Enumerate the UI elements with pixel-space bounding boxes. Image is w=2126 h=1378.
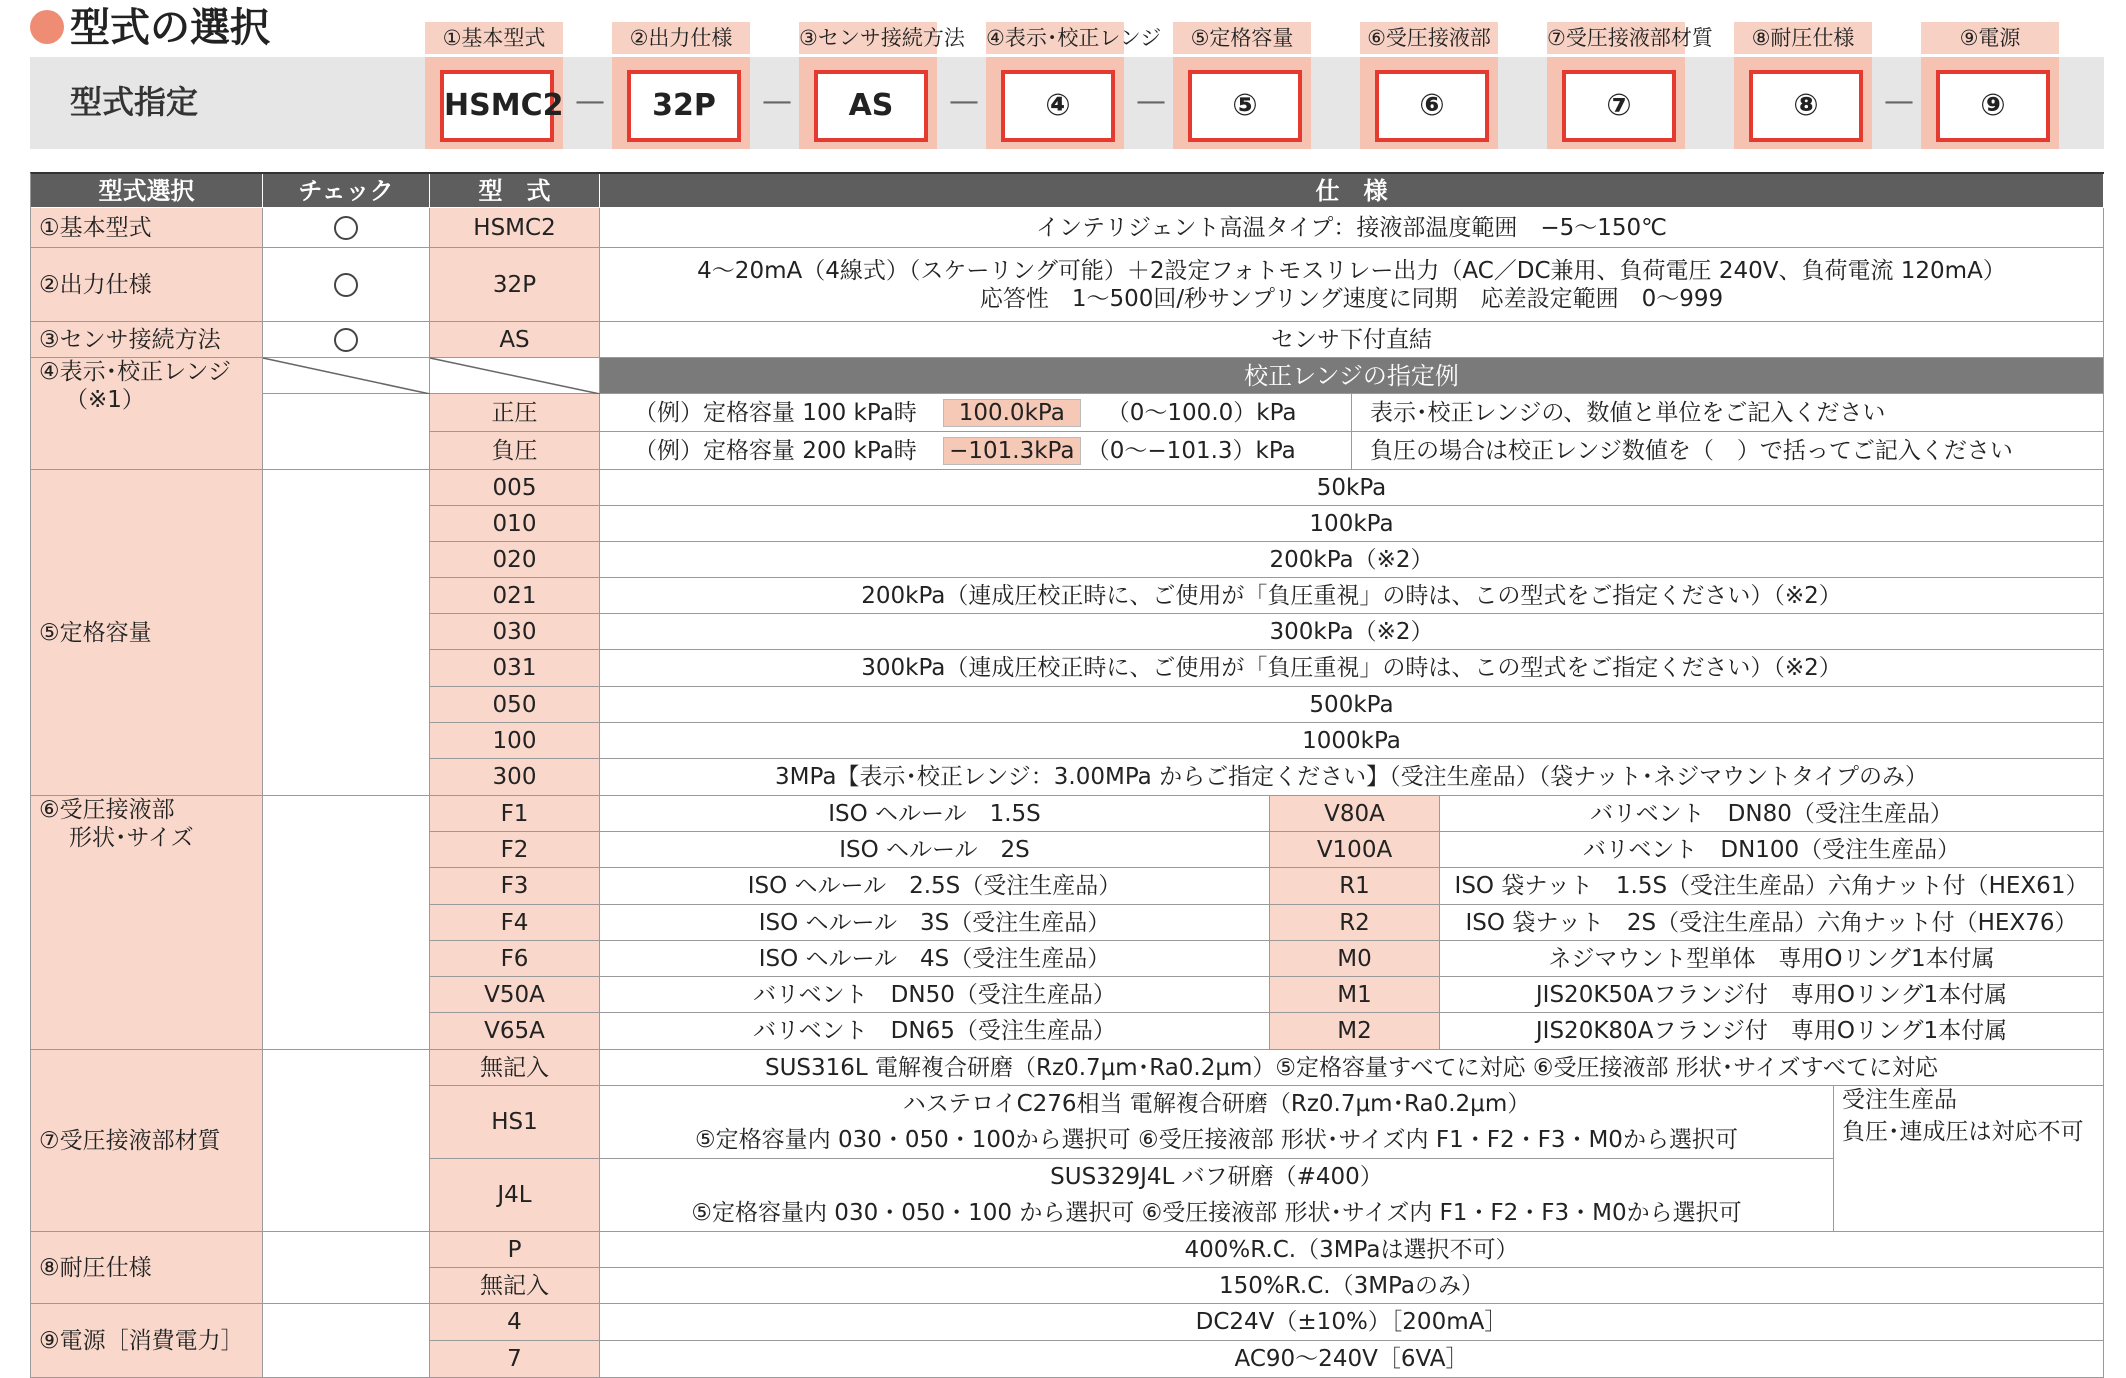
model-code: 負圧 [430, 432, 600, 470]
model-code: M1 [1270, 977, 1440, 1013]
spec-text: SUS329J4L バフ研磨（#400） ⑤定格容量内 030・050・100 から選択可 ⑥受圧接液部 形状･サイズ内 F1・F2・F3・M0から選択可 [600, 1159, 1834, 1232]
spec-text: JIS20K80Aフランジ付 専用Oリング1本付属 [1440, 1013, 2104, 1050]
model-code: F4 [430, 905, 600, 941]
spec-text: AC90～240V［6VA］ [600, 1341, 2104, 1378]
row-label-range: ④表示･校正レンジ （※1） [31, 358, 263, 470]
model-code: 031 [430, 650, 600, 687]
spec-text: インテリジェント高温タイプ：接液部温度範囲 −5～150℃ [600, 208, 2104, 248]
slot-label: ①基本型式 [425, 22, 563, 54]
model-code: 030 [430, 614, 600, 650]
spec-text: 300kPa（連成圧校正時に、ご使用が「負圧重視」の時は、この型式をご指定ください）（※2） [600, 650, 2104, 687]
spec-text: ネジマウント型単体 専用Oリング1本付属 [1440, 941, 2104, 977]
slot-label: ②出力仕様 [612, 22, 750, 54]
model-code: 021 [430, 578, 600, 614]
model-code: 005 [430, 470, 600, 506]
slot-value-field[interactable]: AS [814, 70, 928, 142]
model-code: R2 [1270, 905, 1440, 941]
slot-value-field[interactable]: ⑤ [1188, 70, 1302, 142]
material-note: 受注生産品 負圧･連成圧は対応不可 [1834, 1086, 2104, 1232]
spec-text: ISO ヘルール 1.5S [600, 796, 1270, 832]
slot-value-field[interactable]: ⑥ [1375, 70, 1489, 142]
slot-label: ⑦受圧接液部材質 [1547, 22, 1685, 54]
model-code: 正圧 [430, 394, 600, 432]
row-label-output: ②出力仕様 [31, 248, 263, 322]
spec-text: SUS316L 電解複合研磨（Rz0.7μm･Ra0.2μm）⑤定格容量すべてに対応 ⑥受圧接液部 形状･サイズすべてに対応 [600, 1050, 2104, 1086]
diagonal-cell [430, 358, 600, 394]
range-example-positive: （例）定格容量 100 kPa時 100.0kPa （0～100.0）kPa [600, 394, 1352, 432]
spec-text: 500kPa [600, 687, 2104, 723]
row-label-pressure: ⑧耐圧仕様 [31, 1232, 263, 1304]
check-cell[interactable] [263, 322, 430, 358]
spec-text: ISO ヘルール 3S（受注生産品） [600, 905, 1270, 941]
model-code: F6 [430, 941, 600, 977]
model-code: R1 [1270, 868, 1440, 905]
model-code: M0 [1270, 941, 1440, 977]
model-code: J4L [430, 1159, 600, 1232]
range-value-field[interactable]: −101.3kPa [943, 437, 1081, 465]
row-label-base-model: ①基本型式 [31, 208, 263, 248]
spec-text: ISO 袋ナット 2S（受注生産品）六角ナット付（HEX76） [1440, 905, 2104, 941]
separator-dash: — [575, 84, 605, 119]
spec-text: バリベント DN100（受注生産品） [1440, 832, 2104, 868]
row-label-sensor: ③センサ接続方法 [31, 322, 263, 358]
model-code: V100A [1270, 832, 1440, 868]
model-code: 010 [430, 506, 600, 542]
diagonal-line [430, 358, 600, 394]
slot-label: ⑨電源 [1921, 22, 2059, 54]
spec-text: 4～20mA（4線式）（スケーリング可能）＋2設定フォトモスリレー出力（AC／DC兼用、負荷電圧 240V、負荷電流 120mA） 応答性 1～500回/秒サンプリング速度に同期 応差設定範囲 0～999 [600, 248, 2104, 322]
slot-label: ⑤定格容量 [1173, 22, 1311, 54]
model-designation-label: 型式指定 [70, 83, 199, 121]
check-circle-icon[interactable] [334, 216, 358, 240]
model-code: F3 [430, 868, 600, 905]
check-circle-icon[interactable] [334, 328, 358, 352]
model-code: HSMC2 [430, 208, 600, 248]
row-label-power: ⑨電源［消費電力］ [31, 1304, 263, 1378]
spec-text: センサ下付直結 [600, 322, 2104, 358]
spec-text: ISO ヘルール 4S（受注生産品） [600, 941, 1270, 977]
spec-text: ISO ヘルール 2S [600, 832, 1270, 868]
separator-dash: — [762, 84, 792, 119]
spec-text: 150%R.C.（3MPaのみ） [600, 1268, 2104, 1304]
spec-text: DC24V（±10%）［200mA］ [600, 1304, 2104, 1341]
model-code: 無記入 [430, 1050, 600, 1086]
slot-value-field[interactable]: ⑧ [1749, 70, 1863, 142]
slot-value-field[interactable]: ④ [1001, 70, 1115, 142]
spec-text: 1000kPa [600, 723, 2104, 759]
model-code: V50A [430, 977, 600, 1013]
spec-text: バリベント DN80（受注生産品） [1440, 796, 2104, 832]
slot-value-field[interactable]: HSMC2 [440, 70, 554, 142]
row-label-wetted: ⑥受圧接液部 形状･サイズ [31, 796, 263, 1050]
separator-dash: — [1136, 84, 1166, 119]
model-code: F2 [430, 832, 600, 868]
spec-text: 50kPa [600, 470, 2104, 506]
model-code: 300 [430, 759, 600, 796]
model-code: 050 [430, 687, 600, 723]
row-label-capacity: ⑤定格容量 [31, 470, 263, 796]
spec-text: 3MPa【表示･校正レンジ：3.00MPa からご指定ください】（受注生産品）（袋ナット･ネジマウントタイプのみ） [600, 759, 2104, 796]
model-code: AS [430, 322, 600, 358]
spec-text: 200kPa（連成圧校正時に、ご使用が「負圧重視」の時は、この型式をご指定ください）（※2） [600, 578, 2104, 614]
slot-value-field[interactable]: ⑨ [1936, 70, 2050, 142]
model-code: 32P [430, 248, 600, 322]
model-code: F1 [430, 796, 600, 832]
model-code: P [430, 1232, 600, 1268]
slot-label: ⑧耐圧仕様 [1734, 22, 1872, 54]
range-note: 表示･校正レンジの、数値と単位をご記入ください [1352, 394, 2104, 432]
title-bullet-icon [30, 10, 64, 44]
diagonal-line [263, 358, 430, 394]
spec-text: ISO ヘルール 2.5S（受注生産品） [600, 868, 1270, 905]
slot-label: ⑥受圧接液部 [1360, 22, 1498, 54]
model-code: 020 [430, 542, 600, 578]
slot-value-field[interactable]: 32P [627, 70, 741, 142]
model-code: M2 [1270, 1013, 1440, 1050]
range-example-title: 校正レンジの指定例 [600, 358, 2104, 394]
model-code: HS1 [430, 1086, 600, 1159]
spec-text: ISO 袋ナット 1.5S（受注生産品）六角ナット付（HEX61） [1440, 868, 2104, 905]
spec-text: JIS20K50Aフランジ付 専用Oリング1本付属 [1440, 977, 2104, 1013]
slot-label: ③センサ接続方法 [799, 22, 937, 54]
range-example-negative: （例）定格容量 200 kPa時 −101.3kPa （0～−101.3）kPa [600, 432, 1352, 470]
separator-dash: — [1884, 84, 1914, 119]
spec-text: 300kPa（※2） [600, 614, 2104, 650]
model-code: 4 [430, 1304, 600, 1341]
range-value-field[interactable]: 100.0kPa [943, 399, 1081, 427]
model-code: 100 [430, 723, 600, 759]
slot-value-field[interactable]: ⑦ [1562, 70, 1676, 142]
model-code: 無記入 [430, 1268, 600, 1304]
spec-text: 100kPa [600, 506, 2104, 542]
model-code: V80A [1270, 796, 1440, 832]
spec-text: ハステロイC276相当 電解複合研磨（Rz0.7μm･Ra0.2μm） ⑤定格容量内 030・050・100から選択可 ⑥受圧接液部 形状･サイズ内 F1・F2・F3・M0から選択可 [600, 1086, 1834, 1159]
check-circle-icon[interactable] [334, 273, 358, 297]
range-note: 負圧の場合は校正レンジ数値を（ ）で括ってご記入ください [1352, 432, 2104, 470]
spec-text: 200kPa（※2） [600, 542, 2104, 578]
header-check: チェック [263, 174, 430, 208]
header-model: 型 式 [430, 174, 600, 208]
row-label-material: ⑦受圧接液部材質 [31, 1050, 263, 1232]
spec-text: バリベント DN65（受注生産品） [600, 1013, 1270, 1050]
header-spec: 仕 様 [600, 174, 2104, 208]
page-title: 型式の選択 [70, 5, 270, 51]
spec-text: バリベント DN50（受注生産品） [600, 977, 1270, 1013]
model-code: V65A [430, 1013, 600, 1050]
diagonal-cell [263, 358, 430, 394]
model-code: 7 [430, 1341, 600, 1378]
slot-label: ④表示･校正レンジ [986, 22, 1124, 54]
check-cell[interactable] [263, 248, 430, 322]
spec-text: 400%R.C.（3MPaは選択不可） [600, 1232, 2104, 1268]
separator-dash: — [949, 84, 979, 119]
header-selection: 型式選択 [31, 174, 263, 208]
check-cell[interactable] [263, 208, 430, 248]
